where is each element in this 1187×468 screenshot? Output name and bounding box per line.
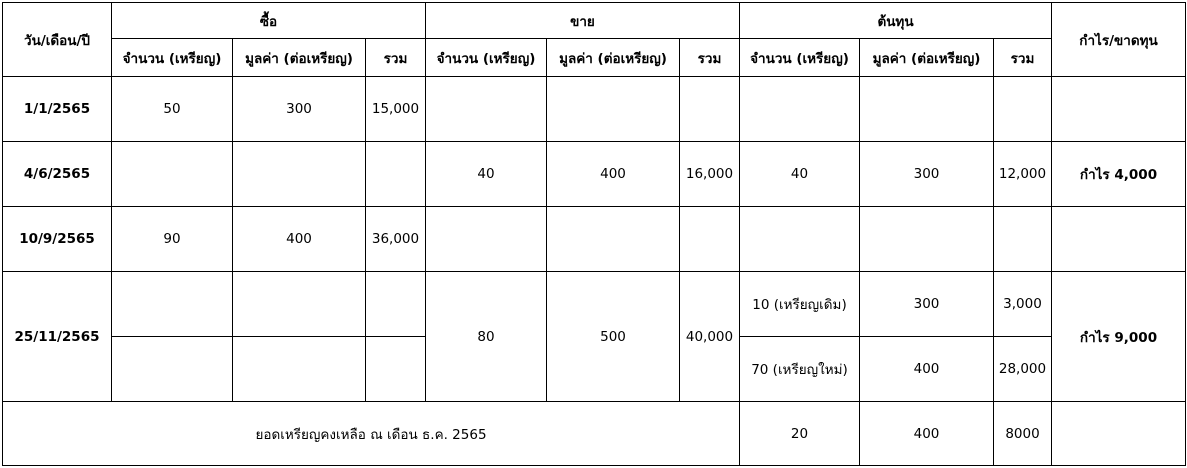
profit-cell: กำไร 4,000 <box>1052 142 1186 207</box>
cost-qty-cell: 10 (เหรียญเดิม) <box>740 272 860 337</box>
header-date: วัน/เดือน/ปี <box>3 3 112 77</box>
header-buy-qty: จำนวน (เหรียญ) <box>112 39 233 77</box>
row-date: 1/1/2565 <box>3 77 112 142</box>
sell-total-cell: 16,000 <box>680 142 740 207</box>
cost-qty-cell: 40 <box>740 142 860 207</box>
sell-qty-cell <box>426 207 547 272</box>
header-sell: ขาย <box>426 3 740 39</box>
header-cost-value: มูลค่า (ต่อเหรียญ) <box>860 39 994 77</box>
profit-cell <box>1052 77 1186 142</box>
sell-total-cell <box>680 77 740 142</box>
header-cost-total: รวม <box>994 39 1052 77</box>
table-row <box>3 142 1186 207</box>
cost-value-cell: 300 <box>860 142 994 207</box>
header-sell-value: มูลค่า (ต่อเหรียญ) <box>547 39 680 77</box>
sell-value-cell <box>547 77 680 142</box>
profit-cell: กำไร 9,000 <box>1052 272 1186 402</box>
header-profit-loss: กำไร/ขาดทุน <box>1052 3 1186 77</box>
cost-total-cell <box>994 77 1052 142</box>
cost-value-cell: 300 <box>860 272 994 337</box>
header-sell-qty: จำนวน (เหรียญ) <box>426 39 547 77</box>
sell-qty-cell <box>426 77 547 142</box>
row-date: 25/11/2565 <box>3 272 112 402</box>
buy-total-cell <box>366 337 426 402</box>
buy-total-cell <box>366 142 426 207</box>
buy-value-cell: 300 <box>233 77 366 142</box>
buy-value-cell <box>233 337 366 402</box>
table-row <box>3 77 1186 142</box>
buy-total-cell: 15,000 <box>366 77 426 142</box>
header-cost-qty: จำนวน (เหรียญ) <box>740 39 860 77</box>
summary-label: ยอดเหรียญคงเหลือ ณ เดือน ธ.ค. 2565 <box>3 402 740 466</box>
row-date: 10/9/2565 <box>3 207 112 272</box>
cost-qty-cell <box>740 77 860 142</box>
summary-total-cell: 8000 <box>994 402 1052 466</box>
cost-qty-cell: 70 (เหรียญใหม่) <box>740 337 860 402</box>
cost-total-cell: 28,000 <box>994 337 1052 402</box>
buy-qty-cell: 90 <box>112 207 233 272</box>
coin-ledger-table <box>2 2 1186 466</box>
summary-qty-cell: 20 <box>740 402 860 466</box>
cost-total-cell: 3,000 <box>994 272 1052 337</box>
sell-value-cell <box>547 207 680 272</box>
cost-value-cell: 400 <box>860 337 994 402</box>
header-buy: ซื้อ <box>112 3 426 39</box>
buy-qty-cell <box>112 337 233 402</box>
sell-value-cell: 400 <box>547 142 680 207</box>
cost-value-cell <box>860 77 994 142</box>
header-sell-total: รวม <box>680 39 740 77</box>
buy-qty-cell: 50 <box>112 77 233 142</box>
sell-total-cell <box>680 207 740 272</box>
summary-value-cell: 400 <box>860 402 994 466</box>
table-row-split-top <box>3 272 1186 337</box>
header-buy-total: รวม <box>366 39 426 77</box>
cost-qty-cell <box>740 207 860 272</box>
profit-cell <box>1052 207 1186 272</box>
sell-value-cell: 500 <box>547 272 680 402</box>
header-row-columns <box>3 39 1186 77</box>
sell-qty-cell: 80 <box>426 272 547 402</box>
header-cost: ต้นทุน <box>740 3 1052 39</box>
cost-total-cell <box>994 207 1052 272</box>
cost-value-cell <box>860 207 994 272</box>
header-row-groups <box>3 3 1186 39</box>
header-buy-value: มูลค่า (ต่อเหรียญ) <box>233 39 366 77</box>
buy-value-cell: 400 <box>233 207 366 272</box>
buy-total-cell <box>366 272 426 337</box>
buy-qty-cell <box>112 272 233 337</box>
buy-qty-cell <box>112 142 233 207</box>
summary-row <box>3 402 1186 466</box>
buy-value-cell <box>233 272 366 337</box>
row-date: 4/6/2565 <box>3 142 112 207</box>
buy-value-cell <box>233 142 366 207</box>
sell-qty-cell: 40 <box>426 142 547 207</box>
summary-profit-cell <box>1052 402 1186 466</box>
cost-total-cell: 12,000 <box>994 142 1052 207</box>
table-row <box>3 207 1186 272</box>
buy-total-cell: 36,000 <box>366 207 426 272</box>
sell-total-cell: 40,000 <box>680 272 740 402</box>
